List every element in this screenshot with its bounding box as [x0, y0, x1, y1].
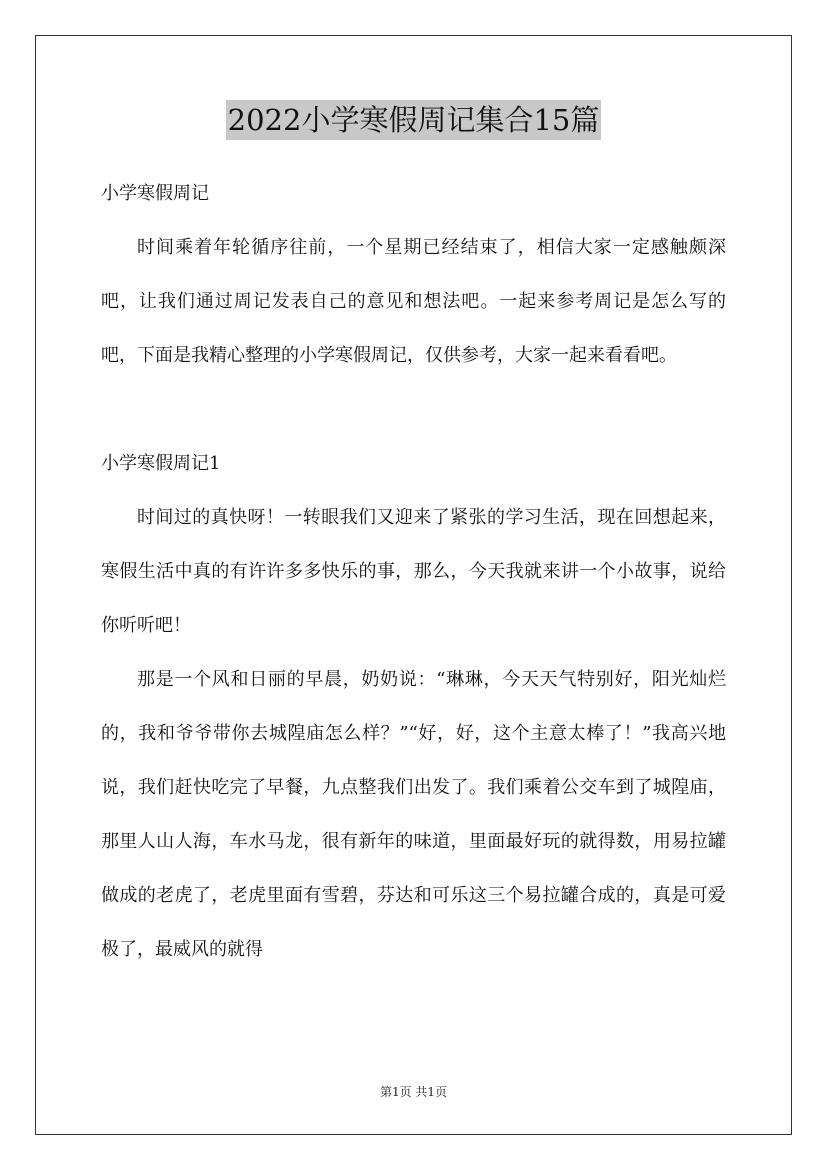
- intro-paragraph: 时间乘着年轮循序往前，一个星期已经结束了，相信大家一定感触颇深吧，让我们通过周记发表自己的意见和想法吧。一起来参考周记是怎么写的吧，下面是我精心整理的小学寒假周记，仅供参考，大家一起来看看吧。: [101, 237, 726, 366]
- section1-paragraph-2: 那是一个风和日丽的早晨，奶奶说：“琳琳，今天天气特别好，阳光灿烂的，我和爷爷带你去城隍庙怎么样？”“好，好，这个主意太棒了！”我高兴地说，我们赶快吃完了早餐，九点整我们出发了。我们乘着公交车到了城隍庙，那里人山人海，车水马龙，很有新年的味道，里面最好玩的就得数，用易拉罐做成的老虎了，老虎里面有雪碧，芬达和可乐这三个易拉罐合成的，真是可爱极了，最威风的就得: [101, 669, 726, 960]
- title-container: [0, 100, 827, 140]
- document-body: [101, 167, 726, 977]
- section1-paragraph-1: 时间过的真快呀！一转眼我们又迎来了紧张的学习生活，现在回想起来，寒假生活中真的有许许多多快乐的事，那么，今天我就来讲一个小故事，说给你听听吧！: [101, 507, 726, 636]
- section-spacer: [101, 383, 726, 437]
- page-footer: 第1页 共1页: [379, 1085, 448, 1099]
- section1-heading: 小学寒假周记1: [101, 453, 221, 474]
- document-title: 2022小学寒假周记集合15篇: [226, 100, 602, 140]
- intro-heading: 小学寒假周记: [101, 183, 209, 204]
